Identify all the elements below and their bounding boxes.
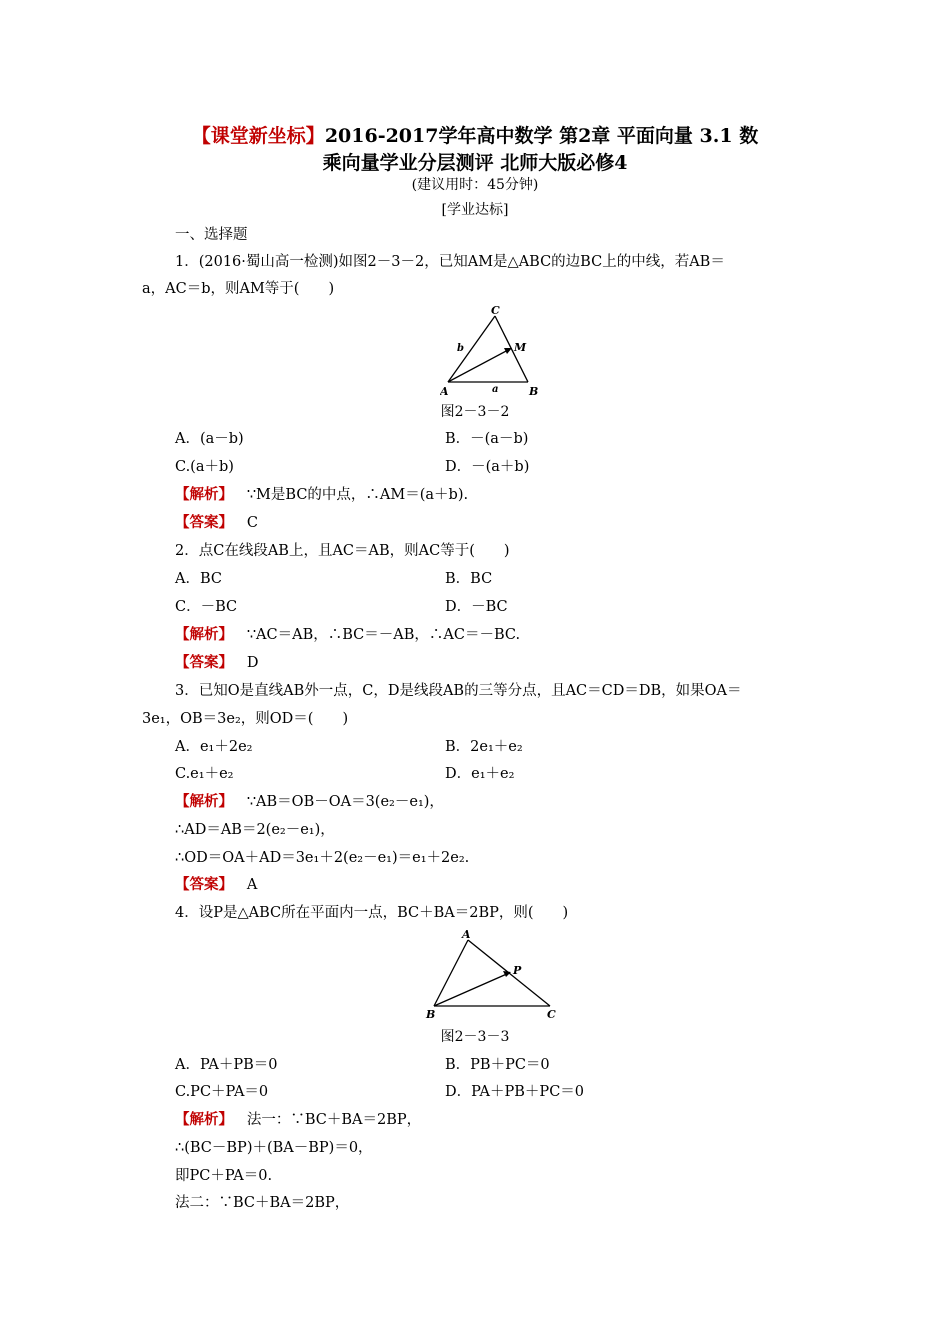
fig2-label-C: C xyxy=(547,1008,556,1021)
q4-option-a: A．PA＋PB＝0 xyxy=(175,1057,278,1073)
q1-option-c: C.(a＋b) xyxy=(175,459,234,475)
q1-analysis xyxy=(175,486,468,504)
answer-label: 【答案】 xyxy=(175,876,233,893)
q1-answer xyxy=(175,514,258,532)
fig1-label-A: A xyxy=(440,385,449,398)
q2-analysis xyxy=(175,626,520,644)
q1-option-d: D．－(a＋b) xyxy=(445,459,530,475)
q2-option-b: B．BC xyxy=(445,571,493,587)
document-title-line2: 乘向量学业分层测评 北师大版必修4 xyxy=(322,152,628,174)
fig1-label-M: M xyxy=(514,341,527,354)
q2-option-c: C．－BC xyxy=(175,599,238,615)
answer-label: 【答案】 xyxy=(175,514,233,531)
q4-option-d: D．PA＋PB＋PC＝0 xyxy=(445,1084,585,1100)
document-title-line1 xyxy=(0,123,950,149)
q1-stem-line1: 1．(2016·蜀山高一检测)如图2－3－2，已知AM是△ABC的边BC上的中线，若AB＝ xyxy=(175,254,725,270)
q4-option-b: B．PB＋PC＝0 xyxy=(445,1057,550,1073)
q4-option-c: C.PC＋PA＝0 xyxy=(175,1084,269,1100)
q3-option-b: B．2e₁＋e₂ xyxy=(445,739,523,755)
q3-option-a: A．e₁＋2e₂ xyxy=(175,739,253,755)
q3-analysis xyxy=(175,793,444,811)
analysis-label: 【解析】 xyxy=(175,1111,233,1128)
fig1-label-C: C xyxy=(491,304,500,317)
answer-text: D xyxy=(246,655,259,671)
analysis-text: ∵AC＝AB，∴BC＝－AB，∴AC＝－BC. xyxy=(246,627,521,643)
fig1-label-a: a xyxy=(492,384,499,395)
analysis-text: 法一：∵BC＋BA＝2BP， xyxy=(246,1112,422,1128)
title-bracket-tag: 【课堂新坐标】 xyxy=(191,125,325,147)
q3-analysis-step3: ∴OD＝OA＋AD＝3e₁＋2(e₂－e₁)＝e₁＋2e₂. xyxy=(175,850,470,866)
q4-stem: 4．设P是△ABC所在平面内一点，BC＋BA＝2BP，则( ) xyxy=(175,905,569,921)
part-heading: 一、选择题 xyxy=(175,227,248,243)
q1-stem-line2: a，AC＝b，则AM等于( ) xyxy=(142,281,335,297)
title-text: 2016-2017学年高中数学 第2章 平面向量 3.1 数 xyxy=(324,125,759,147)
q4-analysis xyxy=(175,1111,421,1129)
q2-stem: 2．点C在线段AB上，且AC＝AB，则AC等于( ) xyxy=(175,543,510,559)
q3-option-c: C.e₁＋e₂ xyxy=(175,766,234,782)
fig2-label-A: A xyxy=(462,928,471,941)
q4-figure xyxy=(420,926,570,1022)
analysis-text: ∵M是BC的中点，∴AM＝(a＋b). xyxy=(246,487,469,503)
q1-figure-caption: 图2－3－2 xyxy=(440,404,510,420)
q1-option-b: B．－(a－b) xyxy=(445,431,529,447)
fig1-label-B: B xyxy=(529,385,539,398)
fig2-label-P: P xyxy=(513,964,522,977)
analysis-label: 【解析】 xyxy=(175,626,233,643)
q3-answer xyxy=(175,876,257,894)
q1-figure xyxy=(440,302,550,398)
q4-analysis-step4: 法二：∵BC＋BA＝2BP， xyxy=(175,1195,350,1211)
q3-stem-line2: 3e₁，OB＝3e₂，则OD＝( ) xyxy=(142,711,349,727)
q4-analysis-step2: ∴(BC－BP)＋(BA－BP)＝0， xyxy=(175,1140,373,1156)
q2-option-d: D．－BC xyxy=(445,599,508,615)
q2-option-a: A．BC xyxy=(175,571,222,587)
q3-stem-line1: 3．已知O是直线AB外一点，C，D是线段AB的三等分点，且AC＝CD＝DB，如果OA＝ xyxy=(175,683,742,699)
q1-option-a: A．(a－b) xyxy=(175,431,244,447)
answer-text: C xyxy=(246,515,258,531)
answer-label: 【答案】 xyxy=(175,654,233,671)
fig2-label-B: B xyxy=(426,1008,436,1021)
q3-analysis-step2: ∴AD＝AB＝2(e₂－e₁)， xyxy=(175,822,335,838)
q2-answer xyxy=(175,654,258,672)
section-heading: [学业达标] xyxy=(441,202,509,218)
q4-figure-caption: 图2－3－3 xyxy=(440,1029,510,1045)
analysis-text: ∵AB＝OB－OA＝3(e₂－e₁)， xyxy=(246,794,444,810)
q4-analysis-step3: 即PC＋PA＝0. xyxy=(175,1168,273,1184)
answer-text: A xyxy=(246,877,258,893)
analysis-label: 【解析】 xyxy=(175,793,233,810)
fig1-label-b: b xyxy=(457,343,464,354)
q3-option-d: D．e₁＋e₂ xyxy=(445,766,515,782)
suggested-time: (建议用时：45分钟) xyxy=(411,177,539,193)
analysis-label: 【解析】 xyxy=(175,486,233,503)
